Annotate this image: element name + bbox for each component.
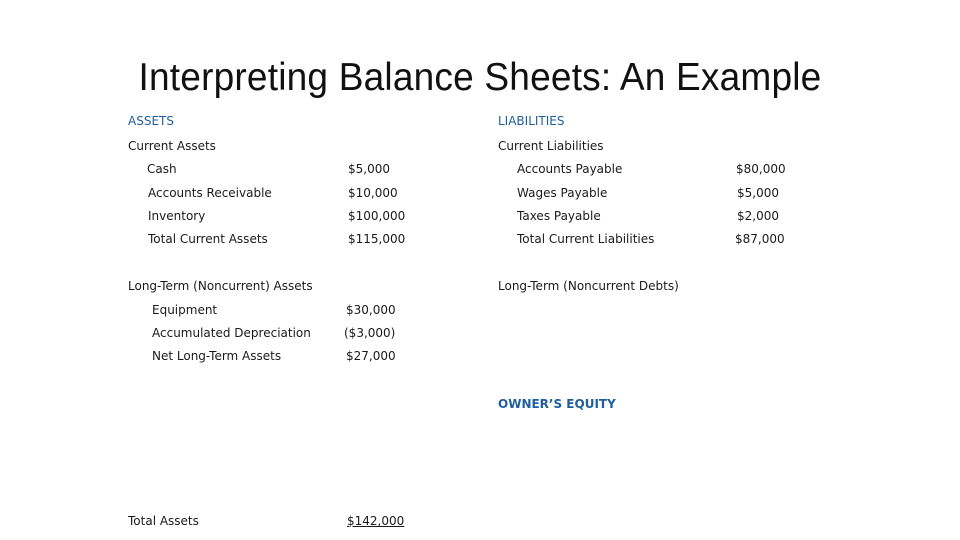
asset-label-accounts-receivable: Accounts Receivable: [148, 186, 272, 200]
owners-equity-header: OWNER’S EQUITY: [498, 397, 616, 411]
asset-value-accounts-receivable: $10,000: [348, 186, 398, 200]
liability-label-taxes-payable: Taxes Payable: [517, 209, 601, 223]
asset-label-equipment: Equipment: [152, 303, 218, 317]
asset-label-inventory: Inventory: [148, 209, 206, 223]
liability-label-wages-payable: Wages Payable: [517, 186, 608, 200]
asset-value-inventory: $100,000: [348, 209, 406, 223]
asset-label-cash: Cash: [147, 162, 177, 176]
current-assets-heading: Current Assets: [128, 139, 216, 153]
longterm-liabilities-heading: Long-Term (Noncurrent Debts): [498, 279, 679, 293]
asset-value-cash: $5,000: [348, 162, 390, 176]
asset-value-total-current: $115,000: [348, 232, 406, 246]
asset-label-net-longterm: Net Long-Term Assets: [152, 349, 282, 363]
current-liabilities-heading: Current Liabilities: [498, 139, 604, 153]
total-assets-label: Total Assets: [128, 514, 199, 528]
slide-title: Interpreting Balance Sheets: An Example: [138, 56, 822, 99]
liabilities-header: LIABILITIES: [498, 114, 565, 128]
total-assets-value: $142,000: [347, 514, 405, 528]
assets-header: ASSETS: [128, 114, 174, 128]
liability-value-taxes-payable: $2,000: [737, 209, 779, 223]
liability-label-accounts-payable: Accounts Payable: [517, 162, 623, 176]
liability-value-total-current: $87,000: [735, 232, 785, 246]
asset-label-accumulated-depreciation: Accumulated Depreciation: [152, 326, 311, 340]
liability-label-total-current: Total Current Liabilities: [517, 232, 655, 246]
asset-label-total-current: Total Current Assets: [148, 232, 268, 246]
liability-value-accounts-payable: $80,000: [736, 162, 786, 176]
longterm-assets-heading: Long-Term (Noncurrent) Assets: [128, 279, 313, 293]
asset-value-net-longterm: $27,000: [346, 349, 396, 363]
asset-value-accumulated-depreciation: ($3,000): [344, 326, 396, 340]
liability-value-wages-payable: $5,000: [737, 186, 779, 200]
asset-value-equipment: $30,000: [346, 303, 396, 317]
